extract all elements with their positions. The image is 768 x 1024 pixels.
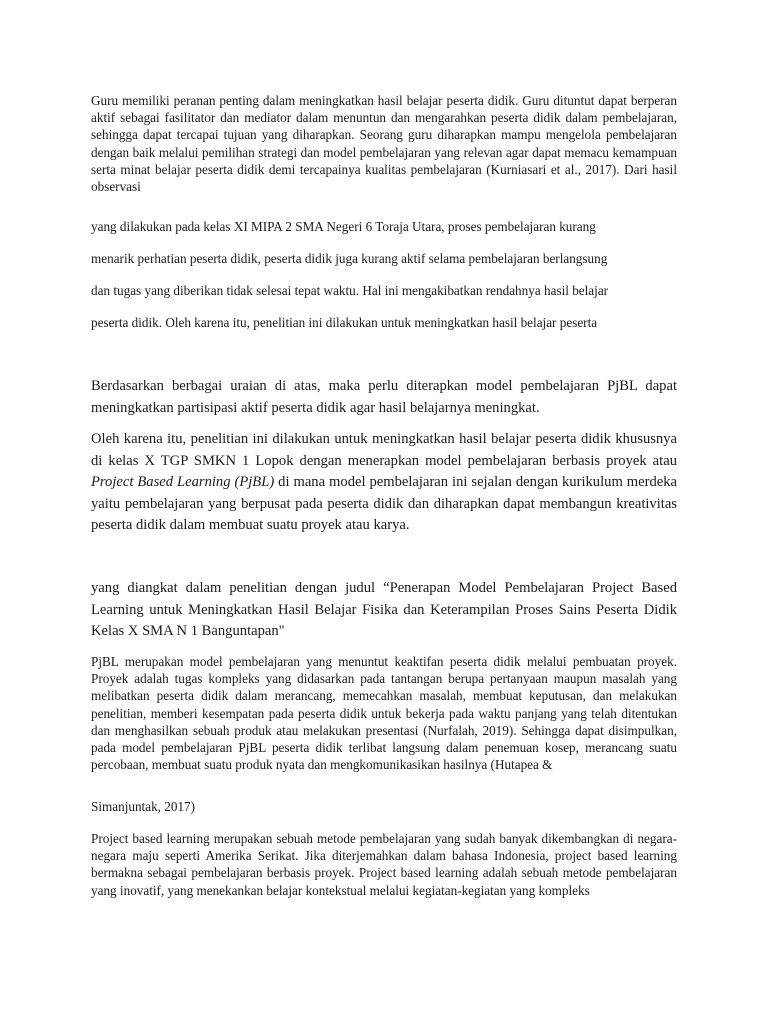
paragraph-research-title: yang diangkat dalam penelitian dengan judul “Penerapan Model Pembelajaran Project Based Learning untuk Meningkatkan Hasil Belajar Fisika dan Keterampilan Proses Sains Peserta Didik Kelas X SMA N 1 Banguntapan" (91, 580, 677, 639)
paragraph-research-smkn (91, 429, 677, 537)
paragraph-teacher-role: Guru memiliki peranan penting dalam meningkatkan hasil belajar peserta didik. Guru dituntut dapat berperan aktif sebagai fasilitator dan mediator dalam menuntun dan mengarahkan peserta didik dalam pembelajaran, sehingga dapat tercapai tujuan yang diharapkan. Seorang guru diharapkan mampu mengelola pembelajaran dengan baik melalui pemilihan strategi dan model pembelajaran yang relevan agar dapat memacu kemampuan serta minat belajar peserta didik demi tercapainya kualitas pembelajaran (Kurniasari et al., 2017). Dari hasil observasi (91, 93, 677, 195)
text-line-research-purpose: peserta didik. Oleh karena itu, penelitian ini dilakukan untuk meningkatkan hasil belajar peserta (91, 315, 598, 330)
text-line-tasks: dan tugas yang diberikan tidak selesai tepat waktu. Hal ini mengakibatkan rendahnya hasil belajar (91, 283, 609, 298)
paragraph-pjbl-definition: PjBL merupakan model pembelajaran yang menuntut keaktifan peserta didik melalui pembuatan proyek. Proyek adalah tugas kompleks yang didasarkan pada tantangan berupa pertanyaan maupun masalah yang melibatkan peserta didik dalam merancang, memecahkan masalah, membuat keputusan, dan melakukan penelitian, memberi kesempatan pada peserta didik untuk bekerja pada waktu panjang yang telah ditentukan dan menghasilkan sebuah produk atau melakukan presentasi (Nurfalah, 2019). Sehingga dapat disimpulkan, pada model pembelajaran PjBL peserta didik terlibat langsung dalam penemuan kosep, merancang suatu percobaan, membuat suatu produk nyata dan mengkomunikasikan hasilnya (Hutapea & (91, 654, 677, 773)
text-line-observation-class: yang dilakukan pada kelas XI MIPA 2 SMA Negeri 6 Toraja Utara, proses pembelajaran kurang (91, 219, 596, 234)
paragraph-research-text-b: di mana model pembelajaran ini sejalan dengan kurikulum merdeka yaitu pembelajaran yang berpusat pada peserta didik dan diharapkan dapat membangun kreativitas peserta didik dalam membuat suatu proyek atau karya. (91, 474, 677, 533)
pjbl-term-italic: Project Based Learning (PjBL) (91, 474, 275, 490)
paragraph-research-text-a: Oleh karena itu, penelitian ini dilakukan untuk meningkatkan hasil belajar peserta didik khususnya di kelas X TGP SMKN 1 Lopok dengan menerapkan model pembelajaran berbasis proyek atau (91, 431, 677, 469)
paragraph-pjbl-applied: Berdasarkan berbagai uraian di atas, maka perlu diterapkan model pembelajaran PjBL dapat meningkatkan partisipasi aktif peserta didik agar hasil belajarnya meningkat. (91, 378, 677, 416)
paragraph-project-based-learning: Project based learning merupakan sebuah metode pembelajaran yang sudah banyak dikembangkan di negara-negara maju seperti Amerika Serikat. Jika diterjemahkan dalam bahasa Indonesia, project based learning bermakna sebagai pembelajaran berbasis proyek. Project based learning adalah sebuah metode pembelajaran yang inovatif, yang menekankan belajar kontekstual melalui kegiatan-kegiatan yang kompleks (91, 831, 677, 898)
text-line-attention: menarik perhatian peserta didik, peserta didik juga kurang aktif selama pembelajaran berlangsung (91, 251, 608, 266)
citation-line: Simanjuntak, 2017) (91, 799, 196, 814)
